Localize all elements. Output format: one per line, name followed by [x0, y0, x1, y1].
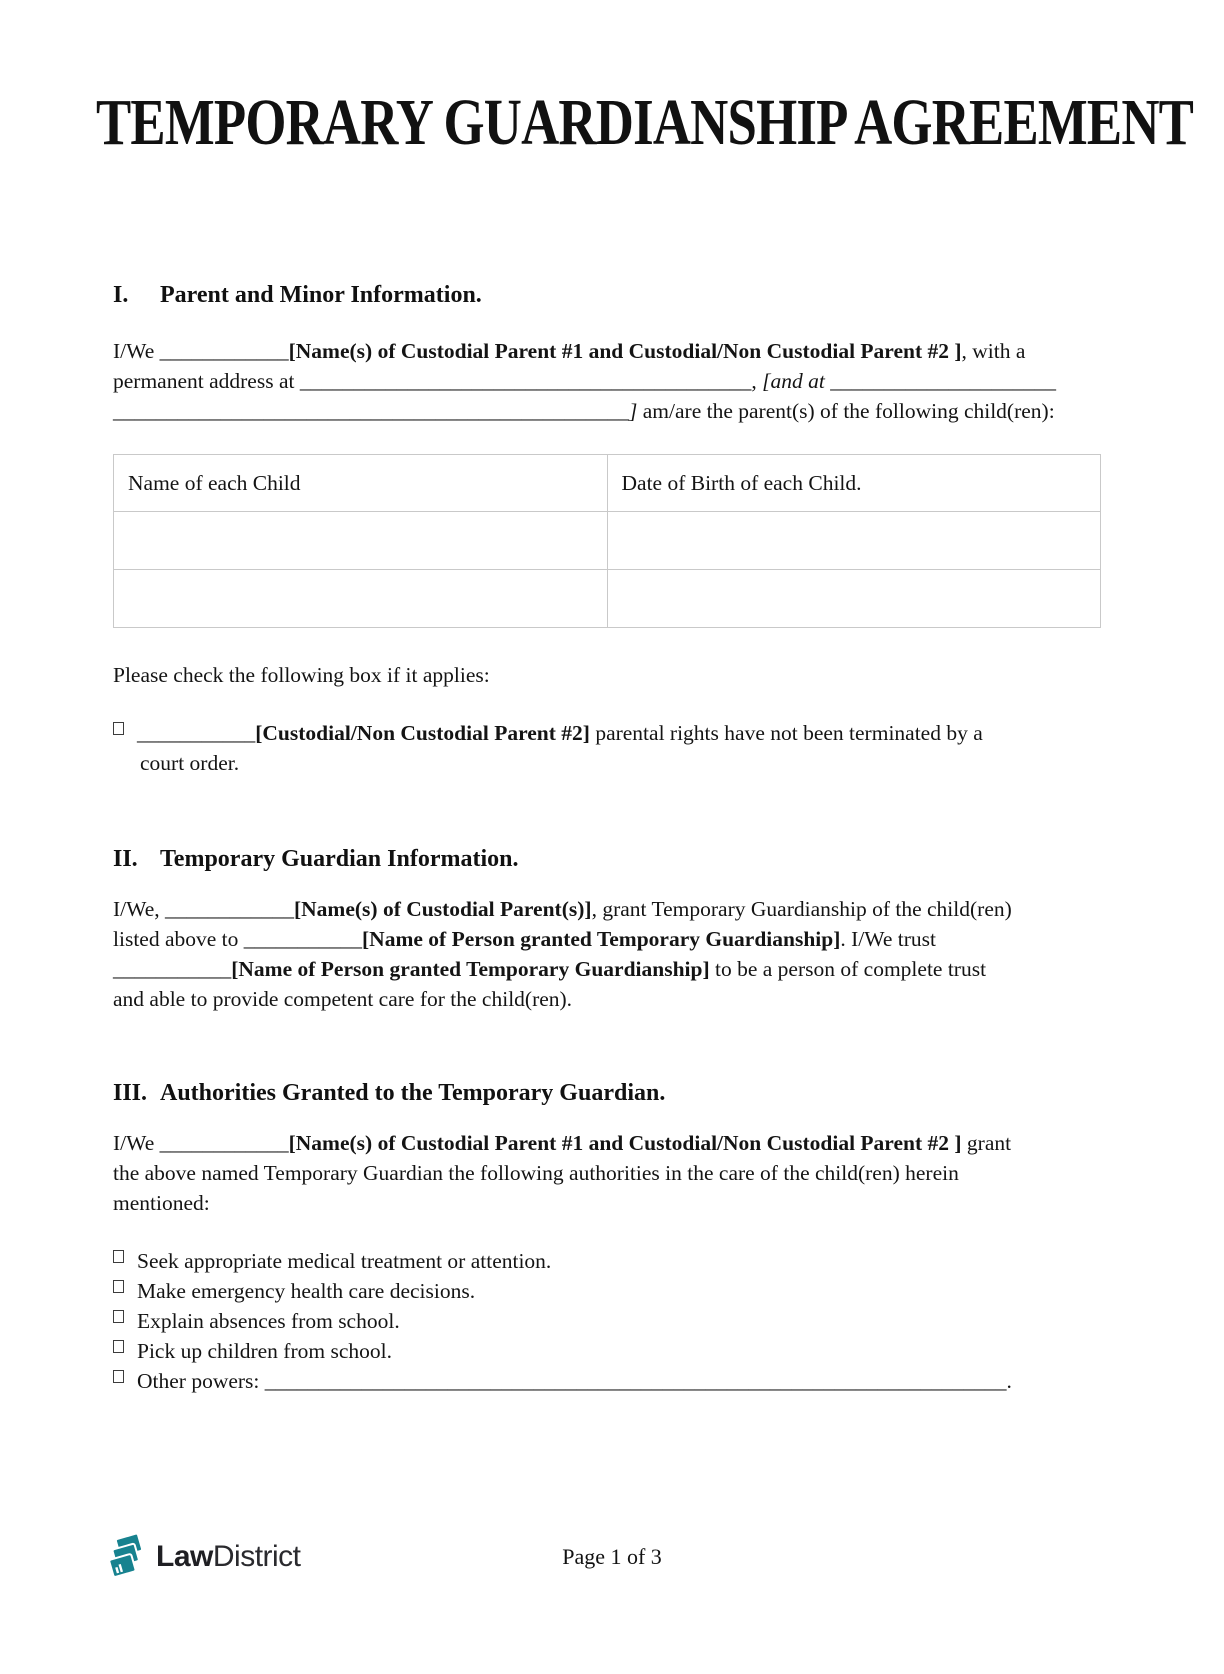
text-segment: ] [629, 399, 643, 423]
paragraph-line [113, 924, 1111, 954]
authorities-intro-paragraph [113, 1128, 1111, 1218]
text-segment: [Name(s) of Custodial Parent #1 and Custodial/Non Custodial Parent #2 ] [288, 1131, 962, 1155]
blank-fill-line: ___________ [113, 957, 232, 981]
text-segment: listed above to [113, 927, 244, 951]
section-heading-text: Authorities Granted to the Temporary Guardian. [160, 1080, 666, 1106]
blank-fill-line: ____________ [159, 339, 289, 363]
table-cell [114, 570, 608, 628]
paragraph-line [113, 1306, 1111, 1336]
text-segment: Pick up children from school. [137, 1339, 392, 1363]
section-heading-temporary-guardian [113, 844, 1111, 874]
section-number: II. [113, 846, 138, 872]
guardian-info-paragraph [113, 894, 1111, 1014]
authorities-checkbox-list [113, 1246, 1111, 1396]
brand-logo [105, 1534, 301, 1580]
text-segment: parental rights have not been terminated by a [589, 721, 983, 745]
text-segment: the above named Temporary Guardian the following authorities in the care of the child(ren) herein [113, 1161, 959, 1185]
text-segment: I/We [113, 1131, 160, 1155]
text-segment: and able to provide competent care for the child(ren). [113, 987, 573, 1011]
text-segment: [Name(s) of Custodial Parent #1 and Custodial/Non Custodial Parent #2 ] [288, 339, 962, 363]
paragraph-line [113, 984, 1111, 1014]
checkbox[interactable] [113, 1370, 124, 1383]
table-cell [114, 512, 608, 570]
checkbox[interactable] [113, 1280, 124, 1293]
paragraph-line [113, 1336, 1111, 1366]
blank-fill-line: ________________________________________________ [113, 399, 629, 423]
paragraph-line [113, 954, 1111, 984]
paragraph-line [113, 366, 1111, 396]
checkbox[interactable] [113, 1310, 124, 1323]
brand-name-district: District [212, 1540, 301, 1573]
parent-info-paragraph [113, 336, 1111, 426]
paragraph-line [113, 748, 1111, 778]
text-segment: [Custodial/Non Custodial Parent #2] [255, 721, 590, 745]
paragraph-line [113, 1158, 1111, 1188]
table-header-row [114, 455, 1101, 512]
paragraph-line [113, 1246, 1111, 1276]
text-segment: grant [961, 1131, 1012, 1155]
paragraph-line [113, 1276, 1111, 1306]
blank-fill-line: __________________________________________ [299, 369, 752, 393]
section-heading-text: Temporary Guardian Information. [160, 846, 519, 872]
blank-fill-line: _____________________ [830, 369, 1056, 393]
stacked-pages-icon [105, 1534, 149, 1580]
paragraph-line [113, 396, 1111, 426]
checkbox[interactable] [113, 1340, 124, 1353]
blank-fill-line: ___________ [137, 721, 256, 745]
check-prompt: Please check the following box if it applies: [113, 663, 490, 687]
brand-name-law: Law [156, 1540, 213, 1573]
blank-fill-line: _____________________________________________________________________ [264, 1369, 1007, 1393]
paragraph-line [113, 1366, 1111, 1396]
paragraph-line [113, 718, 1111, 748]
text-segment: Other powers: [137, 1369, 265, 1393]
paragraph-line [113, 1188, 1111, 1218]
text-segment: , [751, 369, 763, 393]
section-number: III. [113, 1080, 148, 1106]
text-segment: [Name of Person granted Temporary Guardianship] [362, 927, 841, 951]
table-cell [607, 512, 1101, 570]
blank-fill-line: ____________ [165, 897, 294, 921]
text-segment: Explain absences from school. [137, 1309, 400, 1333]
text-segment: I/We [113, 339, 160, 363]
text-segment: , grant Temporary Guardianship of the child(ren) [591, 897, 1012, 921]
paragraph-line [113, 1128, 1111, 1158]
children-table [113, 454, 1101, 628]
text-segment: mentioned: [113, 1191, 210, 1215]
page-footer [113, 1534, 1111, 1582]
blank-fill-line: ____________ [159, 1131, 289, 1155]
checkbox[interactable] [113, 722, 124, 735]
text-segment: permanent address at [113, 369, 300, 393]
text-segment: . I/We trust [840, 927, 936, 951]
table-header-child-name: Name of each Child [114, 455, 608, 512]
text-segment: am/are the parent(s) of the following child(ren): [642, 399, 1055, 423]
paragraph-line [113, 894, 1111, 924]
text-segment: court order. [140, 751, 240, 775]
section-number: I. [113, 282, 129, 308]
text-segment: [and at [762, 369, 831, 393]
text-segment: [Name of Person granted Temporary Guardianship] [231, 957, 710, 981]
table-cell [607, 570, 1101, 628]
table-row [114, 512, 1101, 570]
section-heading-authorities [113, 1078, 1111, 1108]
text-segment: Seek appropriate medical treatment or attention. [137, 1249, 552, 1273]
text-segment: I/We, [113, 897, 165, 921]
section-heading-parent-minor [113, 280, 1111, 310]
blank-fill-line: ___________ [243, 927, 363, 951]
document-page [0, 86, 1224, 1396]
section-heading-text: Parent and Minor Information. [160, 282, 482, 308]
parent2-rights-checkbox-item [113, 718, 1111, 778]
table-row [114, 570, 1101, 628]
checkbox[interactable] [113, 1250, 124, 1263]
table-header-child-dob: Date of Birth of each Child. [607, 455, 1101, 512]
brand-name [156, 1540, 301, 1574]
document-title: TEMPORARY GUARDIANSHIP AGREEMENT [96, 86, 1194, 159]
text-segment: Make emergency health care decisions. [137, 1279, 476, 1303]
text-segment: , with a [961, 339, 1026, 363]
text-segment: to be a person of complete trust [709, 957, 987, 981]
text-segment: . [1006, 1369, 1012, 1393]
text-segment: [Name(s) of Custodial Parent(s)] [294, 897, 592, 921]
paragraph-line [113, 336, 1111, 366]
page-indicator: Page 1 of 3 [562, 1544, 662, 1569]
